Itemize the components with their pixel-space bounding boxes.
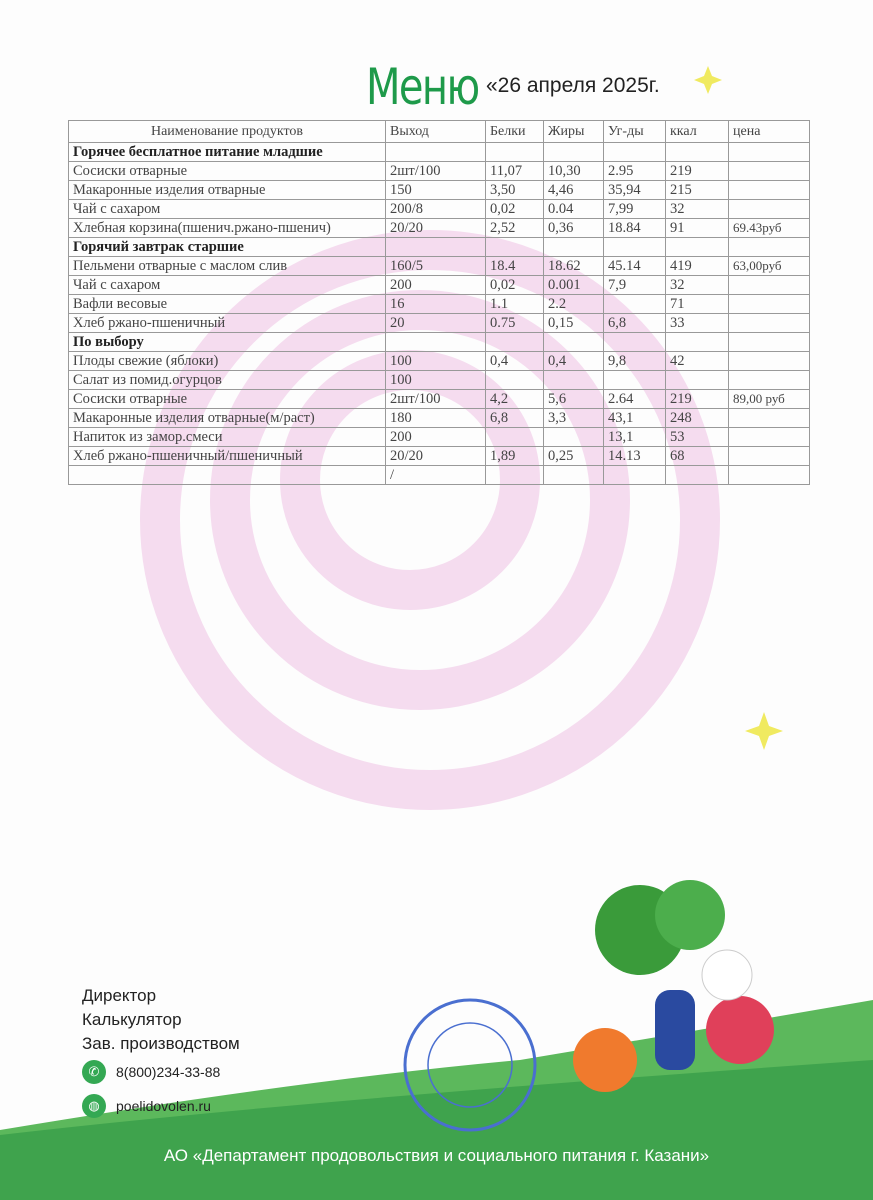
cell-price [729, 447, 810, 466]
cell-name: Пельмени отварные с маслом слив [69, 257, 386, 276]
cell-c [604, 295, 666, 314]
cell-c [604, 466, 666, 485]
cell-c: 2.95 [604, 162, 666, 181]
cell-p: 1,89 [486, 447, 544, 466]
cell-p: 18.4 [486, 257, 544, 276]
table-row [69, 295, 810, 314]
cell-name: Чай с сахаром [69, 200, 386, 219]
cell-out: 200 [386, 276, 486, 295]
table-header [69, 121, 810, 143]
cell-name: Вафли весовые [69, 295, 386, 314]
empty-cell [666, 333, 729, 352]
cell-c: 43,1 [604, 409, 666, 428]
cell-p: 6,8 [486, 409, 544, 428]
cell-kcal: 248 [666, 409, 729, 428]
table-row [69, 276, 810, 295]
cell-kcal: 33 [666, 314, 729, 333]
empty-cell [386, 238, 486, 257]
menu-date: «26 апреля 2025г. [486, 74, 660, 97]
cell-kcal: 219 [666, 390, 729, 409]
cell-p [486, 371, 544, 390]
cell-price [729, 314, 810, 333]
cell-p: 0,02 [486, 276, 544, 295]
cell-c: 9,8 [604, 352, 666, 371]
sparkle-icon [694, 66, 722, 94]
cell-kcal: 42 [666, 352, 729, 371]
cell-name: Хлеб ржано-пшеничный/пшеничный [69, 447, 386, 466]
cell-price [729, 428, 810, 447]
cell-f: 0,36 [544, 219, 604, 238]
table-row [69, 428, 810, 447]
empty-cell [666, 238, 729, 257]
cell-p: 11,07 [486, 162, 544, 181]
footer-org: АО «Департамент продовольствия и социального питания г. Казани» [163, 1146, 710, 1165]
mascot-illustration [573, 880, 774, 1092]
table-row [69, 466, 810, 485]
cell-name: Напиток из замор.смеси [69, 428, 386, 447]
phone-text: 8(800)234-33-88 [116, 1064, 221, 1080]
cell-f: 18.62 [544, 257, 604, 276]
cell-name: Хлеб ржано-пшеничный [69, 314, 386, 333]
cell-p: 3,50 [486, 181, 544, 200]
cell-c: 45.14 [604, 257, 666, 276]
cell-c: 7,99 [604, 200, 666, 219]
cell-out: 100 [386, 371, 486, 390]
empty-cell [544, 238, 604, 257]
empty-cell [486, 143, 544, 162]
cell-c: 35,94 [604, 181, 666, 200]
contact-phone [82, 1060, 220, 1084]
phone-icon: ✆ [82, 1060, 106, 1084]
cell-price [729, 276, 810, 295]
cell-price [729, 409, 810, 428]
empty-cell [486, 238, 544, 257]
cell-f [544, 466, 604, 485]
cell-kcal: 53 [666, 428, 729, 447]
table-row [69, 447, 810, 466]
cell-p: 1.1 [486, 295, 544, 314]
empty-cell [604, 238, 666, 257]
cell-out: 2шт/100 [386, 162, 486, 181]
section-title: Горячий завтрак старшие [69, 238, 386, 257]
table-row [69, 162, 810, 181]
empty-cell [386, 333, 486, 352]
cell-kcal: 32 [666, 276, 729, 295]
table-row [69, 200, 810, 219]
cell-name: Сосиски отварные [69, 162, 386, 181]
cell-f: 10,30 [544, 162, 604, 181]
empty-cell [729, 143, 810, 162]
cell-p [486, 466, 544, 485]
col-name: Наименование продуктов [69, 121, 386, 143]
cell-price: 69.43руб [729, 219, 810, 238]
cell-f: 3,3 [544, 409, 604, 428]
cell-out: 100 [386, 352, 486, 371]
empty-cell [604, 143, 666, 162]
empty-cell [666, 143, 729, 162]
section-title: По выбору [69, 333, 386, 352]
table-row [69, 257, 810, 276]
empty-cell [729, 333, 810, 352]
cell-price [729, 162, 810, 181]
cell-price [729, 352, 810, 371]
col-protein: Белки [486, 121, 544, 143]
cell-f: 0,15 [544, 314, 604, 333]
cell-out: / [386, 466, 486, 485]
cell-f: 2.2 [544, 295, 604, 314]
cell-p [486, 428, 544, 447]
cell-f: 0.04 [544, 200, 604, 219]
cell-kcal: 68 [666, 447, 729, 466]
cell-f: 0.001 [544, 276, 604, 295]
signature-director: Директор [82, 986, 157, 1005]
cell-f: 5,6 [544, 390, 604, 409]
cell-p: 4,2 [486, 390, 544, 409]
cell-kcal [666, 371, 729, 390]
col-kcal: ккал [666, 121, 729, 143]
cell-name: Сосиски отварные [69, 390, 386, 409]
cell-c: 14.13 [604, 447, 666, 466]
cell-p: 0,4 [486, 352, 544, 371]
cell-name [69, 466, 386, 485]
site-link[interactable]: poelidovolen.ru [116, 1098, 211, 1114]
table-row [69, 219, 810, 238]
empty-cell [486, 333, 544, 352]
empty-cell [544, 143, 604, 162]
table-row [69, 409, 810, 428]
cell-out: 200/8 [386, 200, 486, 219]
cell-name: Чай с сахаром [69, 276, 386, 295]
cell-out: 2шт/100 [386, 390, 486, 409]
cell-price [729, 466, 810, 485]
cell-price [729, 371, 810, 390]
cell-price: 63,00руб [729, 257, 810, 276]
cell-out: 200 [386, 428, 486, 447]
cell-name: Макаронные изделия отварные [69, 181, 386, 200]
cell-f: 0,4 [544, 352, 604, 371]
cell-f [544, 371, 604, 390]
sparkle-icon [745, 712, 783, 750]
cell-out: 20 [386, 314, 486, 333]
cell-c: 2.64 [604, 390, 666, 409]
cell-f: 0,25 [544, 447, 604, 466]
cell-out: 16 [386, 295, 486, 314]
col-fat: Жиры [544, 121, 604, 143]
cell-kcal: 219 [666, 162, 729, 181]
cell-kcal: 91 [666, 219, 729, 238]
cell-out: 20/20 [386, 447, 486, 466]
section-row [69, 238, 810, 257]
cell-f [544, 428, 604, 447]
cell-f: 4,46 [544, 181, 604, 200]
cell-out: 160/5 [386, 257, 486, 276]
col-output: Выход [386, 121, 486, 143]
section-row [69, 143, 810, 162]
signature-calculator: Калькулятор [82, 1010, 182, 1029]
globe-icon: ◍ [82, 1094, 106, 1118]
empty-cell [544, 333, 604, 352]
table-row [69, 352, 810, 371]
col-price: цена [729, 121, 810, 143]
cell-out: 20/20 [386, 219, 486, 238]
cell-name: Хлебная корзина(пшенич.ржано-пшенич) [69, 219, 386, 238]
cell-kcal [666, 466, 729, 485]
table-row [69, 314, 810, 333]
table-row [69, 371, 810, 390]
cell-kcal: 32 [666, 200, 729, 219]
cell-out: 180 [386, 409, 486, 428]
cell-kcal: 215 [666, 181, 729, 200]
signature-production: Зав. производством [82, 1034, 240, 1053]
menu-title: Меню [366, 58, 479, 116]
cell-out: 150 [386, 181, 486, 200]
cell-kcal: 71 [666, 295, 729, 314]
cell-name: Макаронные изделия отварные(м/раст) [69, 409, 386, 428]
cell-price [729, 181, 810, 200]
menu-table [68, 120, 810, 485]
table-row [69, 390, 810, 409]
cell-c [604, 371, 666, 390]
contact-site [82, 1094, 211, 1118]
cell-c: 13,1 [604, 428, 666, 447]
cell-p: 0,02 [486, 200, 544, 219]
cell-name: Салат из помид.огурцов [69, 371, 386, 390]
cell-kcal: 419 [666, 257, 729, 276]
cell-name: Плоды свежие (яблоки) [69, 352, 386, 371]
cell-p: 0.75 [486, 314, 544, 333]
cell-c: 7,9 [604, 276, 666, 295]
empty-cell [386, 143, 486, 162]
empty-cell [604, 333, 666, 352]
cell-c: 6,8 [604, 314, 666, 333]
cell-price: 89,00 руб [729, 390, 810, 409]
cell-p: 2,52 [486, 219, 544, 238]
cell-price [729, 200, 810, 219]
section-row [69, 333, 810, 352]
empty-cell [729, 238, 810, 257]
col-carbs: Уг-ды [604, 121, 666, 143]
table-row [69, 181, 810, 200]
section-title: Горячее бесплатное питание младшие [69, 143, 386, 162]
cell-price [729, 295, 810, 314]
cell-c: 18.84 [604, 219, 666, 238]
